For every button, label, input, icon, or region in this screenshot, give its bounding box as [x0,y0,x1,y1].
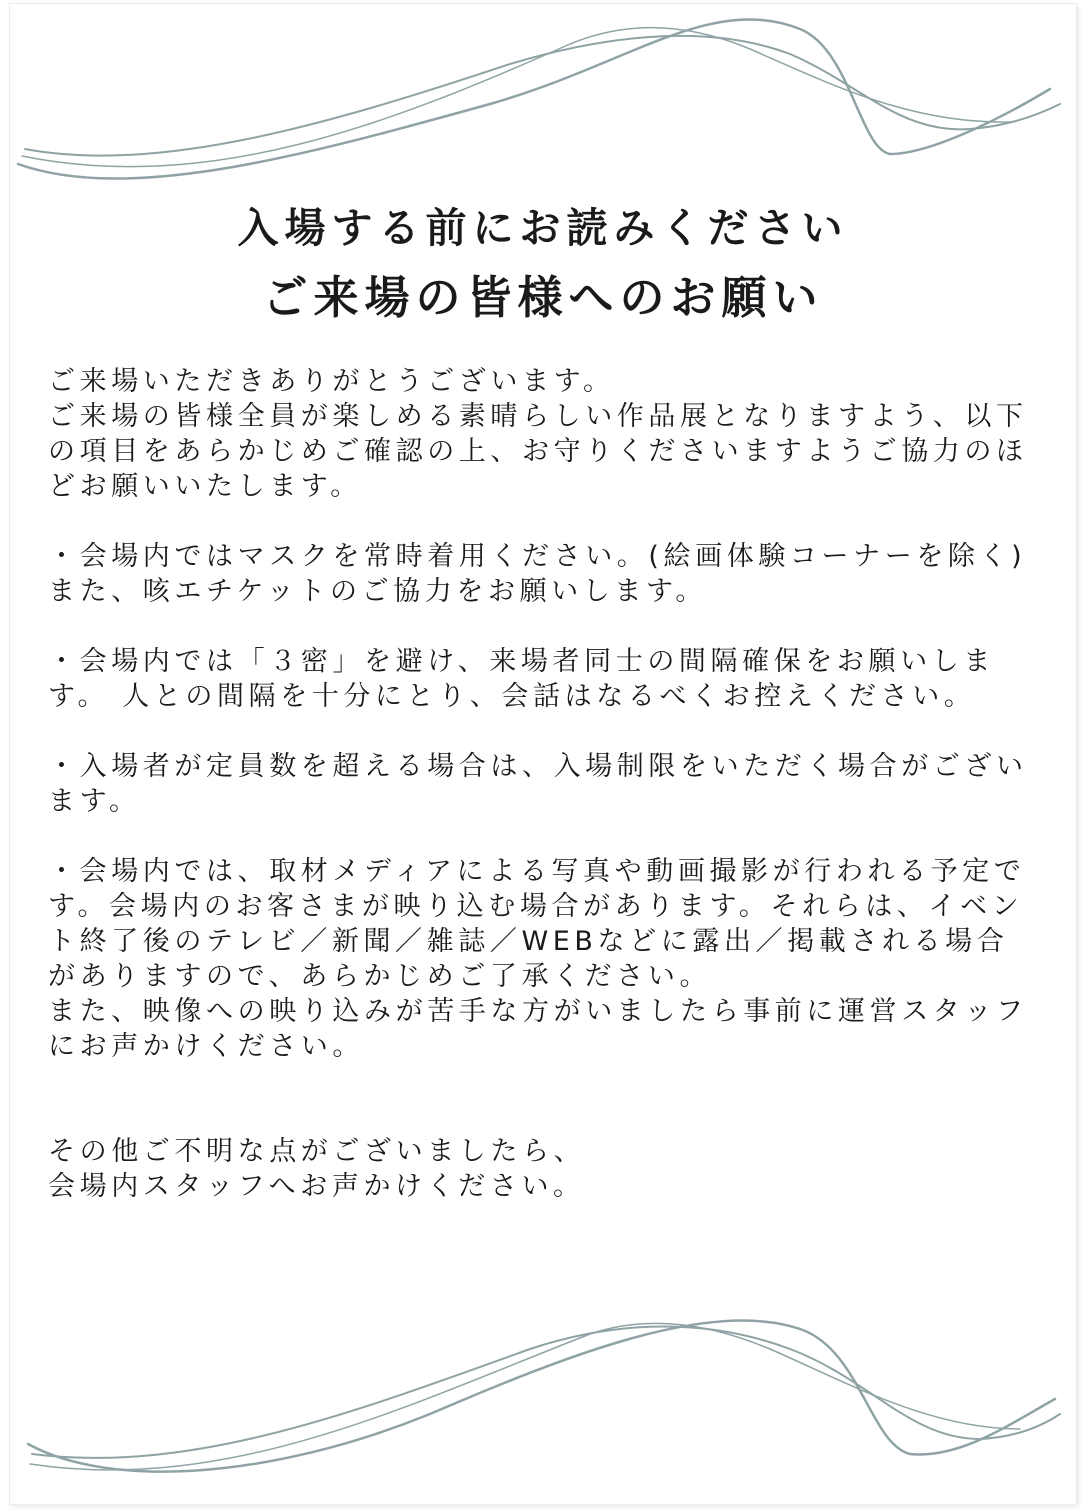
top-wave-decoration [10,4,1076,204]
title-block [10,200,1076,332]
page-title: 入場する前にお読みください [237,204,849,252]
closing-paragraph: その他ご不明な点がございましたら、 会場内スタッフへお声かけください。 [48,1136,586,1202]
rule-item: ・入場者が定員数を超える場合は、入場制限をいただく場合がございます。 [48,751,1028,817]
rule-item: ・会場内では「３密」を避け、来場者同士の間隔確保をお願いします。 人との間隔を十分にとり、会話はなるべくお控えください。 [48,646,995,712]
rule-item: ・会場内では、取材メディアによる写真や動画撮影が行われる予定です。会場内のお客さまが映り込む場合があります。それらは、イベント終了後のテレビ／新聞／雑誌／WEBなどに露出／掲載される場合がありますので、あらかじめご了承ください。 また、映像への映り込みが苦手な方がいましたら事前に運営スタッフにお声かけください。 [48,856,1028,1062]
rule-item: ・会場内ではマスクを常時着用ください。(絵画体験コーナーを除く)また、咳エチケットのご協力をお願いします。 [48,541,1027,607]
bottom-wave-decoration [10,1304,1076,1504]
notice-sheet [10,4,1076,1504]
page-subtitle: ご来場の皆様へのお願い [262,271,824,324]
notice-body [48,364,1038,1239]
intro-paragraph: ご来場いただきありがとうございます。 ご来場の皆様全員が楽しめる素晴らしい作品展となりますよう、以下の項目をあらかじめご確認の上、お守りくださいますようご協力のほどお願いいたします。 [48,366,1028,502]
